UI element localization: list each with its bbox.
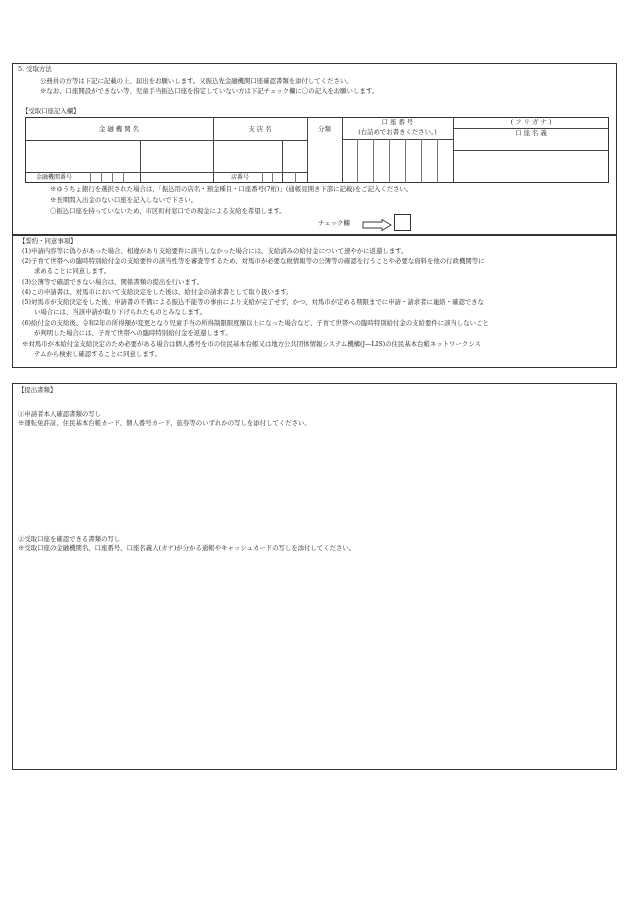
check-label: チェック欄 (318, 219, 350, 227)
bank-code-label: 金融機関番号 (36, 174, 73, 181)
pledge-item: 求めることに同意します。 (34, 267, 111, 275)
document-item1-note: ※運転免許証、住民基本台帳カード、個人番号カード、旅券等のいずれかの写しを添付してください。 (18, 419, 311, 427)
kana-field[interactable] (454, 129, 609, 150)
pledge-item: (3)公簿等で確認できない場合は、関係書類の提出を行います。 (22, 278, 204, 286)
bank-name-field[interactable] (26, 141, 213, 172)
pledge-item: テムから検索し確認することに同意します。 (34, 350, 161, 358)
note-yucho: ※ゆうちょ銀行を選択された場合は、「振込用の店名・預金種目・口座番号(7桁)」(通帳見開き下部に記載)をご記入ください。 (50, 185, 413, 193)
account-form-heading: 【受取口座記入欄】 (22, 107, 80, 115)
account-holder-field[interactable] (454, 151, 609, 183)
arrow-right-icon (362, 216, 392, 235)
document-item2-title: ②受取口座を確認できる書類の写し (18, 535, 121, 543)
col-number-header: 口 座 番 号 (381, 118, 414, 126)
pledge-item: (5)対馬市が支給決定をした後、申請書の不備による振込不能等の事由により支給が完了せず、かつ、対馬市が定める期限までに申請・請求者に連絡・確認できな (22, 298, 485, 306)
pledge-item: (4)この申請書は、対馬市において支給決定をした後は、給付金の請求書として取り扱います。 (22, 288, 293, 296)
col-branch-header: 支 店 名 (248, 125, 272, 133)
pledge-title: 【誓約・同意事項】 (19, 237, 77, 245)
document-item1-title: ①申請者本人確認書類の写し (18, 410, 102, 418)
document-item2-note: ※受取口座の金融機関名、口座番号、口座名義人(カナ)が分かる通帳やキャッシュカードの写しを添付してください。 (18, 544, 356, 552)
branch-code-label: 店番号 (231, 174, 250, 181)
pledge-item: が判明した場合には、子育て世帯への臨時特別給付金を返還します。 (34, 329, 232, 337)
section5-intro1: 公務員の方等は下記に記載の上、届出をお願いします。又振込先金融機関口座確認書類を添付してください。 (40, 77, 353, 85)
pledge-item: ※対馬市が本給付金支給決定のため必要がある場合は個人番号を市の住民基本台帳又は地方公共団体情報システム機構(J―LIS)の住民基本台帳ネットワークシス (22, 340, 481, 348)
id-copy-attachment-area[interactable] (20, 432, 610, 528)
section5-intro2: ※なお、口座開設ができない等、児童手当振込口座を指定していない方は下記チェック欄に〇の記入をお願いします。 (40, 87, 378, 95)
account-copy-attachment-area[interactable] (20, 557, 610, 762)
note-inactive: ※長期間入出金のない口座を記入しないで下さい。 (50, 196, 197, 204)
note-no-account: 〇振込口座を持っていないため、市区町村窓口での現金による支給を希望します。 (50, 207, 286, 215)
pledge-item: (1)申請内容等に偽りがあった場合、相違があり支給要件に該当しなかった場合には、支給済みの給付金について速やかに返還します。 (22, 247, 408, 255)
col-type-header: 分類 (318, 125, 331, 133)
col-number-note: (右詰めでお書きください。) (358, 128, 437, 136)
cash-payment-checkbox[interactable] (394, 214, 411, 231)
section5-title: 5. 受取方法 (18, 65, 52, 73)
col-holder-header: 口 座 名 義 (515, 129, 547, 137)
account-type-field[interactable] (308, 118, 342, 183)
pledge-item: い場合には、当該申請が取り下げられたものとみなします。 (34, 308, 207, 316)
documents-title: 【提出書類】 (18, 386, 57, 394)
col-bank-header: 金 融 機 関 名 (98, 125, 140, 133)
pledge-item: (6)給付金の支給後、令和2年の所得額が変更となり児童手当の所得制限限度額以上になった場合など、子育て世帯への臨時特別給付金の支給要件に該当しないこと (22, 319, 489, 327)
pledge-item: (2)子育て世帯への臨時特別給付金の支給要件の該当性等を審査等するため、対馬市が必要な税情報等の公簿等の確認を行うことや必要な資料を他の行政機関等に (22, 257, 485, 265)
branch-name-field[interactable] (214, 141, 307, 172)
col-kana-header: ( フ リ ガ ナ ) (510, 118, 552, 126)
